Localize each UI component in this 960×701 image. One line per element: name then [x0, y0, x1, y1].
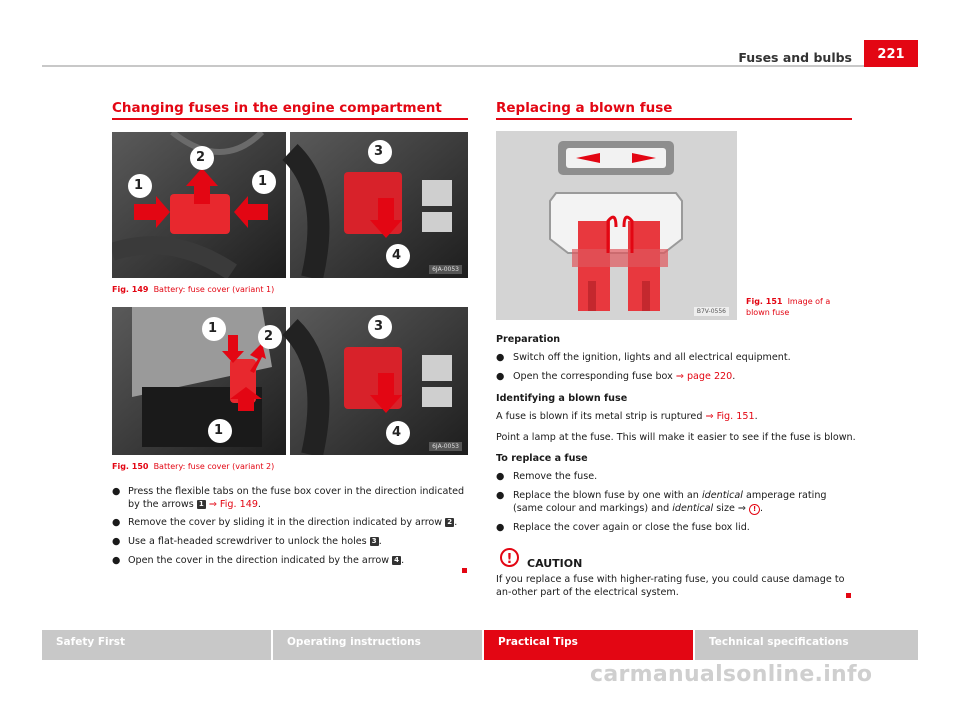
blown-fuse-illustration [496, 131, 737, 320]
list-item: ● Remove the cover by sliding it in the direction indicated by arrow 2 . [112, 517, 458, 528]
step-1-reference-link[interactable]: ⇒ Fig. 149 [208, 499, 258, 510]
section-end-marker [462, 568, 467, 573]
figure-150-image [112, 307, 468, 455]
footer-tab-operating-instructions[interactable]: Operating instructions [273, 630, 482, 660]
list-item [496, 351, 856, 370]
step-1-text: Press the flexible tabs on the fuse box cover in the direction indicated by the arrows [128, 486, 465, 510]
fig150-caption-number: Fig. 150 [112, 462, 149, 471]
step-2-number-badge: 2 [445, 518, 454, 527]
fig150-code: 6JA-0053 [429, 442, 462, 451]
fig150-label-1a: 1 [208, 321, 218, 336]
fig150-caption-text: Battery: fuse cover (variant 2) [153, 462, 275, 471]
bullet: ● [496, 471, 505, 482]
step-4-number-badge: 4 [392, 556, 401, 565]
left-section-rule [112, 118, 468, 120]
fig150-label-2: 2 [264, 329, 274, 344]
bullet: ● [496, 522, 505, 533]
fig149-label-1b: 1 [258, 174, 268, 189]
fig149-label-1a: 1 [134, 178, 144, 193]
step-4-text: Open the cover in the direction indicated by the arrow [128, 555, 390, 566]
list-item: ● Use a flat-headed screwdriver to unlock the holes 3 . [112, 536, 382, 547]
figure-150-illustration [112, 307, 468, 455]
identifying-heading: Identifying a blown fuse [496, 393, 628, 404]
bullet: ● [496, 371, 505, 382]
fig151-code: B7V-0556 [694, 307, 729, 316]
figure-151-caption [746, 296, 846, 318]
list-item: ● Replace the blown fuse by one with an identical amperage rating (same colour and markings) and identical size ⇒ ! . [496, 490, 827, 514]
fig150-label-1b: 1 [214, 423, 224, 438]
lamp-paragraph: Point a lamp at the fuse. This will make it easier to see if the fuse is blown. [496, 432, 856, 443]
step-2-text: Remove the cover by sliding it in the direction indicated by arrow [128, 517, 443, 528]
header-title: Fuses and bulbs [738, 50, 852, 65]
preparation-heading: Preparation [496, 334, 561, 345]
bullet: ● [112, 517, 121, 528]
left-steps [112, 485, 468, 580]
fig149-caption-number: Fig. 149 [112, 285, 149, 294]
fig149-label-4: 4 [392, 248, 402, 263]
fig150-label-4: 4 [392, 425, 402, 440]
caution-text: If you replace a fuse with higher-rating fuse, you could cause damage to an-other part of the electrical system. [496, 574, 845, 598]
right-section-rule [496, 118, 852, 120]
left-section-title: Changing fuses in the engine compartment [112, 100, 442, 116]
figure-149-illustration [112, 132, 468, 278]
section-end-marker [846, 593, 851, 598]
fig151-caption-text: Image of a blown fuse [746, 297, 831, 317]
fig149-caption-text: Battery: fuse cover (variant 1) [153, 285, 275, 294]
right-body [496, 333, 856, 540]
caution-title: CAUTION [527, 557, 583, 570]
page-number: 221 [864, 40, 918, 67]
caution-reference-icon[interactable]: ! [749, 504, 760, 515]
fig151-caption-number: Fig. 151 [746, 297, 783, 306]
right-section-title: Replacing a blown fuse [496, 100, 673, 116]
footer-tab-technical-specifications[interactable]: Technical specifications [695, 630, 918, 660]
list-item: ● Open the cover in the direction indicated by the arrow 4 . [112, 555, 405, 566]
list-item: ● Press the flexible tabs on the fuse box cover in the direction indicated by the arrows 1 ⇒ Fig. 149. [112, 486, 465, 510]
list-item: ● Open the corresponding fuse box ⇒ page 220. [496, 371, 736, 382]
bullet: ● [112, 486, 121, 497]
fig150-label-3: 3 [374, 319, 384, 334]
bullet: ● [112, 555, 121, 566]
bullet: ● [496, 352, 505, 363]
identifying-paragraph: A fuse is blown if its metal strip is ruptured ⇒ Fig. 151. [496, 411, 758, 422]
fig149-label-2: 2 [196, 150, 206, 165]
replace-step-1: Remove the fuse. [513, 471, 598, 482]
prep-step-2: Open the corresponding fuse box [513, 371, 673, 382]
step-1-number-badge: 1 [197, 500, 206, 509]
bullet: ● [112, 536, 121, 547]
page-220-reference-link[interactable]: ⇒ page 220 [675, 371, 733, 382]
caution-icon: ! [500, 548, 519, 567]
fig-151-reference-link[interactable]: ⇒ Fig. 151 [705, 411, 755, 422]
header-rule [42, 65, 918, 67]
figure-149-caption [112, 285, 274, 294]
footer-tab-safety-first[interactable]: Safety First [42, 630, 271, 660]
figure-149-image [112, 132, 468, 278]
watermark-text: carmanualsonline.info [590, 662, 873, 687]
step-3-text: Use a flat-headed screwdriver to unlock the holes [128, 536, 367, 547]
list-item [496, 470, 856, 489]
fig149-label-3: 3 [374, 144, 384, 159]
bullet: ● [496, 490, 505, 501]
figure-151-image [496, 131, 737, 320]
step-3-number-badge: 3 [370, 537, 379, 546]
fig149-code: 6JA-0053 [429, 265, 462, 274]
replace-step-3: Replace the cover again or close the fuse box lid. [513, 522, 750, 533]
prep-step-1: Switch off the ignition, lights and all electrical equipment. [513, 352, 791, 363]
list-item [496, 521, 856, 540]
figure-150-caption [112, 462, 274, 471]
replace-heading: To replace a fuse [496, 453, 588, 464]
footer-tab-practical-tips[interactable]: Practical Tips [484, 630, 693, 660]
